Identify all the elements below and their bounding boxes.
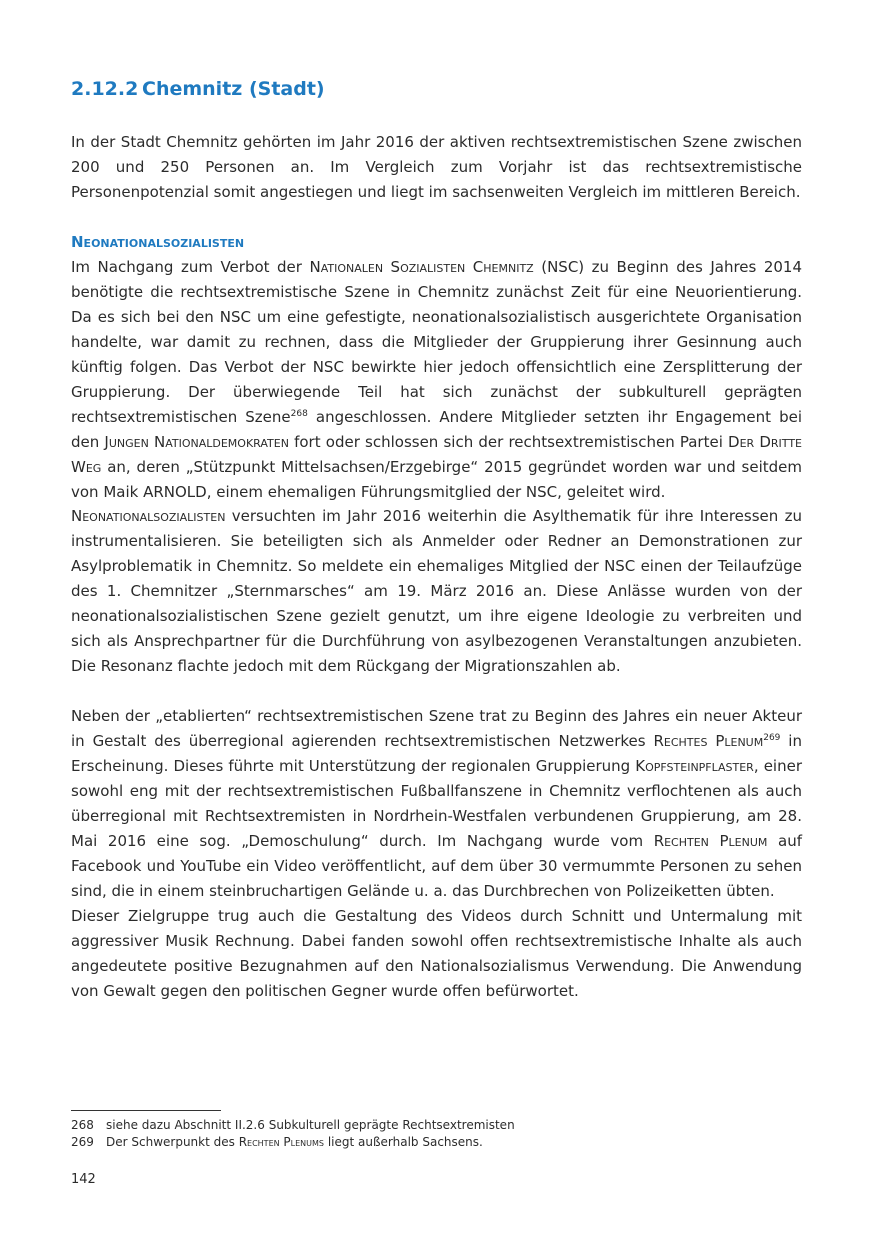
intro-paragraph: In der Stadt Chemnitz gehörten im Jahr 2016 der aktiven rechtsextremistischen Szene zwischen 200 und 250 Personen an. Im Vergleich zum Vorjahr ist das rechtsextremistische Personenpotenzial somit angestiegen und liegt im sachsenweiten Vergleich im mittleren Bereich. bbox=[71, 133, 802, 201]
section-title: Chemnitz (Stadt) bbox=[142, 78, 325, 100]
footnote-text: liegt außerhalb Sachsens. bbox=[324, 1135, 483, 1149]
paragraph-asyl bbox=[71, 504, 802, 679]
text-run: (NSC) zu Beginn des Jahres 2014 benötigte die rechtsextremistische Szene in Chemnitz zunächst Zeit für eine Neuorientierung. Da es sich bei den NSC um eine gefestigte, neonationalsozialistisch ausgerichtete Organisation handelte, war damit zu rechnen, dass die Mitglieder der Gruppierung ihrer Gesinnung auch künftig folgen. Das Verbot der NSC bewirkte hier jedoch offensichtlich eine Zersplitterung der Gruppierung. Der überwiegende Teil hat sich zunächst der subkulturell geprägten rechtsextremistischen Szene bbox=[71, 258, 803, 426]
organization-name: Nationalen Sozialisten Chemnitz bbox=[309, 258, 534, 276]
paragraph-video: Dieser Zielgruppe trug auch die Gestaltung des Videos durch Schnitt und Untermalung mit aggressiver Musik Rechnung. Dabei fanden sowohl offen rechtsextremistische Inhalte als auch angedeutete positive Bezugnahmen auf den Nationalsozialismus Verwendung. Die Anwendung von Gewalt gegen den politischen Gegner wurde offen befürwortet. bbox=[71, 907, 802, 1000]
organization-name: Rechten Plenums bbox=[238, 1135, 324, 1149]
text-run: , einer sowohl eng mit der rechtsextremistischen Fußballfanszene in Chemnitz verflochtenen als auch überregional mit Rechtsextremisten in Nordrhein-Westfalen verbundenen Gruppierung, am 28. Mai 2016 eine sog. „Demoschulung“ durch. Im Nachgang wurde vom bbox=[71, 757, 802, 850]
organization-name: Der Dritte Weg bbox=[71, 433, 802, 476]
organization-name: Jungen Nationaldemokraten bbox=[104, 433, 289, 451]
text-run: an, deren „Stützpunkt Mittelsachsen/Erzgebirge“ 2015 gegründet worden war und seitdem von Maik ARNOLD, einem ehemaligen Führungsmitglied der NSC, geleitet wird. bbox=[71, 458, 802, 501]
paragraph-nsc bbox=[71, 255, 802, 505]
footnote-text: siehe dazu Abschnitt II.2.6 Subkulturell geprägte Rechtsextremisten bbox=[106, 1118, 515, 1132]
footnote-268 bbox=[71, 1117, 802, 1134]
text-run: Neben der „etablierten“ rechtsextremistischen Szene trat zu Beginn des Jahres ein neuer Akteur in Gestalt des überregional agierenden rechtsextremistischen Netzwerkes bbox=[71, 707, 802, 750]
text-run: auf Facebook und YouTube ein Video veröffentlicht, auf dem über 30 vermummte Personen zu sehen sind, die in einem steinbruchartigen Gelände u. a. das Durchbrechen von Polizeiketten übten. bbox=[71, 832, 802, 900]
section-number: 2.12.2 bbox=[71, 78, 139, 100]
page-number: 142 bbox=[71, 1172, 96, 1187]
organization-name: Rechten Plenum bbox=[653, 832, 768, 850]
paragraph-rechtes-plenum bbox=[71, 704, 802, 904]
text-run: fort oder schlossen sich der rechtsextremistischen Partei bbox=[288, 433, 729, 451]
footnote-ref-269: 269 bbox=[763, 733, 781, 743]
footnote-number: 268 bbox=[71, 1118, 94, 1132]
text-run: versuchten im Jahr 2016 weiterhin die Asylthematik für ihre Interessen zu instrumentalisieren. Sie beteiligten sich als Anmelder oder Redner an Demonstrationen zur Asylproblematik in Chemnitz. So meldete ein ehemaliges Mitglied der NSC einen der Teilaufzüge des 1. Chemnitzer „Sternmarsches“ am 19. März 2016 an. Diese Anlässe wurden von der neonationalsozialistischen Szene gezielt genutzt, um ihre eigene Ideologie zu verbreiten und sich als Ansprechpartner für die Durchführung von asylbezogenen Veranstaltungen anzubieten. Die Resonanz flachte jedoch mit dem Rückgang der Migrationszahlen ab. bbox=[71, 507, 802, 675]
organization-name: Neonationalsozialisten bbox=[71, 507, 226, 525]
footnotes bbox=[71, 1117, 802, 1151]
organization-name: Kopfsteinpflaster bbox=[635, 757, 754, 775]
footnote-divider bbox=[71, 1110, 221, 1111]
text-run: Im Nachgang zum Verbot der bbox=[71, 258, 310, 276]
text-run: angeschlossen. Andere Mitglieder setzten ihr Engagement bei den bbox=[71, 408, 802, 451]
footnote-ref-268: 268 bbox=[290, 409, 308, 419]
footnote-number: 269 bbox=[71, 1135, 94, 1149]
text-run: in Erscheinung. Dieses führte mit Unterstützung der regionalen Gruppierung bbox=[71, 732, 802, 775]
organization-name: Rechtes Plenum bbox=[653, 732, 764, 750]
footnote-text: Der Schwerpunkt des bbox=[106, 1135, 239, 1149]
subsection-heading: Neonationalsozialisten bbox=[71, 233, 245, 251]
section-heading bbox=[71, 78, 325, 100]
footnote-269 bbox=[71, 1134, 802, 1151]
